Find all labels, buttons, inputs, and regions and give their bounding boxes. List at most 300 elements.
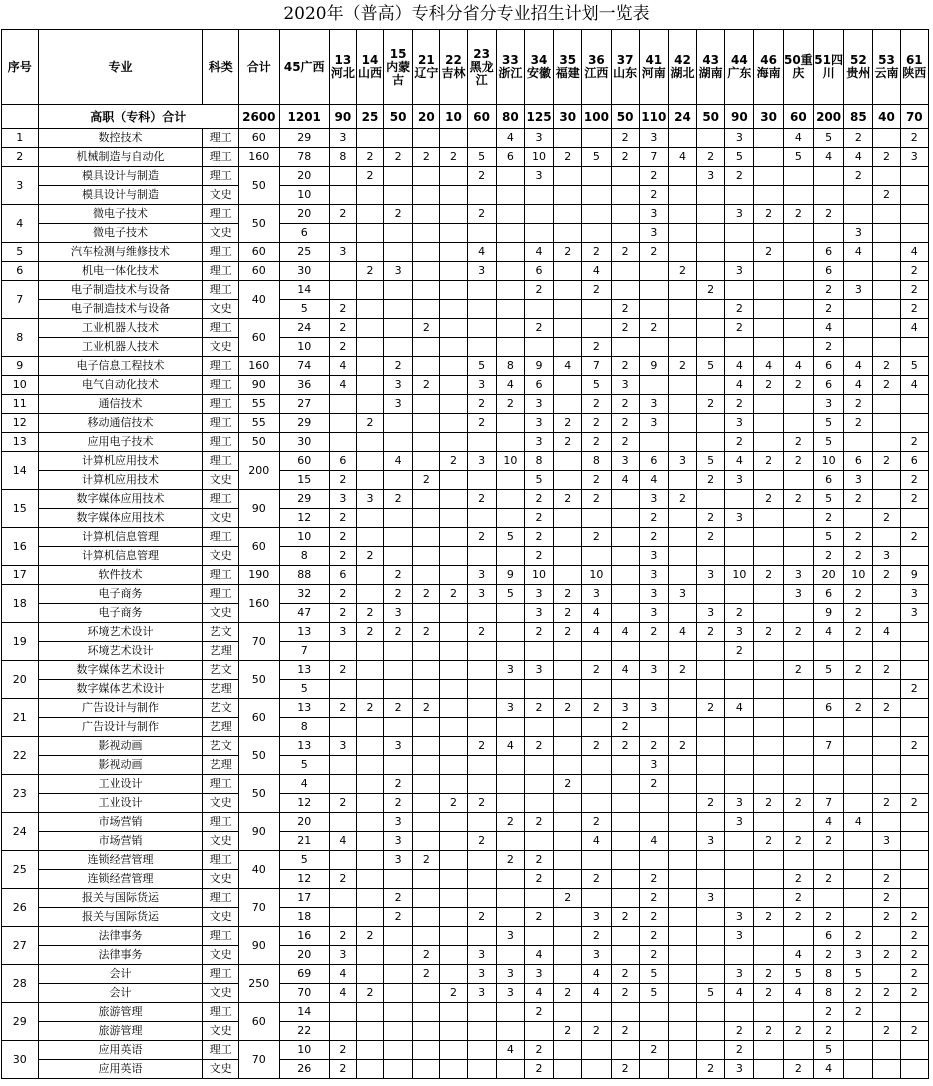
province-count — [783, 471, 813, 490]
province-count: 2 — [329, 585, 356, 604]
province-count: 2 — [384, 148, 413, 167]
province-count: 4 — [844, 243, 873, 262]
province-count — [754, 1003, 783, 1022]
province-count: 3 — [725, 813, 754, 832]
province-count: 2 — [554, 889, 582, 908]
province-count — [668, 946, 696, 965]
province-count: 4 — [639, 832, 668, 851]
category: 文史 — [203, 832, 238, 851]
province-count: 2 — [844, 585, 873, 604]
province-count — [413, 433, 440, 452]
province-count: 3 — [725, 129, 754, 148]
category: 理工 — [203, 376, 238, 395]
province-count — [329, 167, 356, 186]
category: 文史 — [203, 547, 238, 566]
guangxi-count: 8 — [279, 718, 329, 737]
province-count: 3 — [725, 262, 754, 281]
province-count: 3 — [725, 509, 754, 528]
province-count: 2 — [900, 908, 928, 927]
province-count — [524, 642, 553, 661]
table-row — [2, 471, 929, 490]
province-count: 4 — [783, 129, 813, 148]
row-number: 1 — [2, 129, 39, 148]
province-count: 3 — [467, 946, 496, 965]
major-name: 软件技术 — [38, 566, 203, 585]
table-row — [2, 186, 929, 205]
province-count: 2 — [639, 889, 668, 908]
guangxi-count: 32 — [279, 585, 329, 604]
province-count: 2 — [900, 737, 928, 756]
province-count: 2 — [413, 851, 440, 870]
province-count — [668, 243, 696, 262]
province-count: 2 — [844, 699, 873, 718]
province-count: 10 — [582, 566, 611, 585]
category: 理工 — [203, 395, 238, 414]
province-count: 3 — [639, 205, 668, 224]
province-count — [873, 167, 900, 186]
province-count — [873, 813, 900, 832]
summary-province: 110 — [639, 105, 668, 129]
province-count: 3 — [384, 395, 413, 414]
province-count — [554, 528, 582, 547]
province-count — [329, 281, 356, 300]
province-count: 3 — [725, 965, 754, 984]
table-row — [2, 813, 929, 832]
province-count — [754, 129, 783, 148]
province-count: 2 — [813, 1003, 843, 1022]
province-count — [783, 262, 813, 281]
province-count: 5 — [844, 965, 873, 984]
province-count — [356, 243, 383, 262]
province-count — [413, 262, 440, 281]
header-province: 36江西 — [582, 30, 611, 105]
province-count — [697, 300, 725, 319]
province-count — [467, 699, 496, 718]
province-count — [668, 1060, 696, 1079]
province-count — [582, 129, 611, 148]
province-count — [467, 642, 496, 661]
province-count — [873, 718, 900, 737]
province-count: 2 — [384, 775, 413, 794]
province-count: 4 — [582, 984, 611, 1003]
province-count: 2 — [813, 832, 843, 851]
province-count — [440, 433, 467, 452]
province-count — [725, 832, 754, 851]
province-count — [496, 186, 524, 205]
province-count — [384, 661, 413, 680]
province-count — [384, 642, 413, 661]
province-count — [873, 395, 900, 414]
province-count: 2 — [813, 338, 843, 357]
table-row — [2, 794, 929, 813]
province-count: 2 — [697, 1060, 725, 1079]
province-count — [668, 1041, 696, 1060]
province-count — [413, 737, 440, 756]
province-count — [413, 680, 440, 699]
province-count: 3 — [524, 661, 553, 680]
province-count — [900, 1003, 928, 1022]
province-count: 3 — [329, 737, 356, 756]
province-count — [754, 167, 783, 186]
province-count — [329, 395, 356, 414]
province-count — [384, 243, 413, 262]
province-count — [384, 1022, 413, 1041]
province-count — [754, 813, 783, 832]
province-count — [754, 642, 783, 661]
province-count: 2 — [873, 794, 900, 813]
table-row — [2, 528, 929, 547]
province-count — [554, 281, 582, 300]
province-count: 2 — [900, 1022, 928, 1041]
province-count: 2 — [639, 528, 668, 547]
table-row — [2, 148, 929, 167]
province-count — [639, 813, 668, 832]
province-count: 2 — [582, 1022, 611, 1041]
province-count: 5 — [783, 965, 813, 984]
province-count: 2 — [813, 870, 843, 889]
province-count: 2 — [582, 433, 611, 452]
province-count — [754, 775, 783, 794]
province-count: 3 — [639, 224, 668, 243]
province-count: 6 — [496, 148, 524, 167]
province-count — [873, 490, 900, 509]
province-count — [668, 680, 696, 699]
province-count: 2 — [384, 699, 413, 718]
province-count — [524, 680, 553, 699]
row-number: 26 — [2, 889, 39, 927]
summary-total: 2600 — [238, 105, 279, 129]
group-total: 60 — [238, 319, 279, 357]
province-count: 2 — [873, 566, 900, 585]
province-count: 6 — [813, 699, 843, 718]
province-count — [754, 433, 783, 452]
province-count: 2 — [384, 623, 413, 642]
province-count: 2 — [496, 851, 524, 870]
province-count: 2 — [783, 205, 813, 224]
province-count — [725, 870, 754, 889]
major-name: 影视动画 — [38, 756, 203, 775]
guangxi-count: 6 — [279, 224, 329, 243]
province-count: 3 — [467, 984, 496, 1003]
province-count — [467, 775, 496, 794]
province-count: 2 — [582, 870, 611, 889]
province-count: 3 — [639, 566, 668, 585]
province-count: 2 — [356, 262, 383, 281]
province-count — [900, 224, 928, 243]
province-count — [440, 870, 467, 889]
province-count — [754, 889, 783, 908]
province-count: 3 — [725, 623, 754, 642]
province-count — [611, 509, 639, 528]
province-count — [697, 319, 725, 338]
province-count: 3 — [329, 243, 356, 262]
province-count — [611, 756, 639, 775]
province-count — [384, 338, 413, 357]
guangxi-count: 13 — [279, 661, 329, 680]
province-count — [467, 471, 496, 490]
major-name: 应用电子技术 — [38, 433, 203, 452]
group-total: 50 — [238, 737, 279, 775]
category: 艺文 — [203, 737, 238, 756]
province-count — [440, 129, 467, 148]
province-count — [496, 300, 524, 319]
province-count — [440, 262, 467, 281]
province-count — [754, 737, 783, 756]
province-count — [754, 946, 783, 965]
province-count — [844, 908, 873, 927]
row-number: 17 — [2, 566, 39, 585]
province-count — [697, 756, 725, 775]
province-count — [873, 129, 900, 148]
province-count: 2 — [582, 528, 611, 547]
province-count: 2 — [356, 927, 383, 946]
province-count — [440, 528, 467, 547]
province-count: 4 — [813, 148, 843, 167]
province-count — [754, 585, 783, 604]
province-count: 2 — [440, 452, 467, 471]
table-row — [2, 775, 929, 794]
province-count: 2 — [413, 585, 440, 604]
row-number: 29 — [2, 1003, 39, 1041]
province-count: 2 — [639, 908, 668, 927]
group-total: 70 — [238, 1041, 279, 1079]
province-count: 4 — [725, 452, 754, 471]
province-count — [356, 908, 383, 927]
category: 文史 — [203, 870, 238, 889]
category: 理工 — [203, 357, 238, 376]
category: 理工 — [203, 205, 238, 224]
province-count: 2 — [356, 699, 383, 718]
province-count — [440, 946, 467, 965]
province-count — [467, 281, 496, 300]
group-total: 60 — [238, 243, 279, 262]
province-count: 2 — [754, 794, 783, 813]
major-name: 影视动画 — [38, 737, 203, 756]
province-count — [611, 167, 639, 186]
province-count: 2 — [900, 433, 928, 452]
province-count — [413, 224, 440, 243]
province-count — [356, 281, 383, 300]
province-count — [611, 680, 639, 699]
province-count — [844, 300, 873, 319]
province-count: 2 — [329, 604, 356, 623]
province-count: 2 — [873, 452, 900, 471]
province-count: 4 — [496, 376, 524, 395]
province-count: 2 — [725, 433, 754, 452]
summary-province: 50 — [611, 105, 639, 129]
province-count — [384, 718, 413, 737]
group-total: 50 — [238, 661, 279, 699]
province-count: 5 — [813, 1041, 843, 1060]
summary-province: 80 — [496, 105, 524, 129]
province-count: 2 — [554, 699, 582, 718]
province-count — [440, 566, 467, 585]
summary-province: 24 — [668, 105, 696, 129]
province-count — [496, 908, 524, 927]
province-count — [697, 186, 725, 205]
province-count: 2 — [900, 680, 928, 699]
province-count — [554, 300, 582, 319]
province-count — [844, 642, 873, 661]
province-count — [754, 395, 783, 414]
province-count: 3 — [467, 566, 496, 585]
table-row — [2, 262, 929, 281]
province-count: 5 — [813, 414, 843, 433]
province-count: 2 — [611, 357, 639, 376]
province-count: 2 — [754, 965, 783, 984]
province-count: 2 — [813, 908, 843, 927]
province-count — [440, 699, 467, 718]
province-count — [813, 167, 843, 186]
province-count: 3 — [329, 129, 356, 148]
province-count: 2 — [384, 357, 413, 376]
province-count — [440, 813, 467, 832]
category: 文史 — [203, 1060, 238, 1079]
row-number: 16 — [2, 528, 39, 566]
group-total: 90 — [238, 813, 279, 851]
table-body — [2, 129, 929, 1079]
province-count: 6 — [329, 566, 356, 585]
province-count: 3 — [725, 908, 754, 927]
province-count — [844, 851, 873, 870]
major-name: 电子制造技术与设备 — [38, 281, 203, 300]
table-row — [2, 357, 929, 376]
table-row — [2, 718, 929, 737]
province-count: 2 — [524, 813, 553, 832]
province-count — [668, 167, 696, 186]
province-count: 2 — [329, 699, 356, 718]
province-count — [873, 528, 900, 547]
province-count: 3 — [873, 547, 900, 566]
province-count: 7 — [639, 148, 668, 167]
province-count — [873, 851, 900, 870]
province-count — [496, 680, 524, 699]
province-count — [440, 490, 467, 509]
province-count — [384, 167, 413, 186]
province-count: 2 — [356, 623, 383, 642]
province-count: 3 — [384, 262, 413, 281]
province-count — [697, 965, 725, 984]
province-count — [554, 471, 582, 490]
province-count: 2 — [639, 737, 668, 756]
province-count: 2 — [697, 281, 725, 300]
province-count — [668, 129, 696, 148]
table-row — [2, 395, 929, 414]
province-count: 10 — [725, 566, 754, 585]
province-count: 2 — [524, 281, 553, 300]
province-count — [413, 547, 440, 566]
province-count — [582, 224, 611, 243]
province-count — [554, 851, 582, 870]
province-count — [496, 870, 524, 889]
province-count — [554, 452, 582, 471]
province-count: 2 — [639, 623, 668, 642]
province-count — [639, 338, 668, 357]
province-count — [754, 547, 783, 566]
province-count: 4 — [329, 965, 356, 984]
province-count — [725, 224, 754, 243]
province-count: 2 — [329, 300, 356, 319]
province-count — [783, 547, 813, 566]
province-count — [554, 205, 582, 224]
province-count — [873, 414, 900, 433]
guangxi-count: 18 — [279, 908, 329, 927]
category: 理工 — [203, 1041, 238, 1060]
major-name: 数字媒体应用技术 — [38, 509, 203, 528]
category: 理工 — [203, 566, 238, 585]
province-count: 2 — [582, 737, 611, 756]
province-count: 5 — [467, 148, 496, 167]
guangxi-count: 78 — [279, 148, 329, 167]
province-count — [356, 433, 383, 452]
province-count — [582, 851, 611, 870]
province-count: 3 — [725, 205, 754, 224]
group-total: 60 — [238, 1003, 279, 1041]
province-count: 2 — [639, 319, 668, 338]
province-count — [844, 775, 873, 794]
summary-province: 90 — [329, 105, 356, 129]
province-count: 2 — [554, 148, 582, 167]
province-count — [356, 756, 383, 775]
province-count: 3 — [384, 604, 413, 623]
province-count — [496, 604, 524, 623]
province-count — [384, 984, 413, 1003]
province-count: 4 — [900, 319, 928, 338]
province-count: 2 — [582, 338, 611, 357]
province-count — [900, 642, 928, 661]
province-count: 2 — [754, 832, 783, 851]
province-count — [639, 851, 668, 870]
province-count: 2 — [813, 281, 843, 300]
province-count: 3 — [524, 433, 553, 452]
province-count: 3 — [725, 927, 754, 946]
province-count — [413, 642, 440, 661]
province-count — [754, 870, 783, 889]
province-count: 3 — [329, 623, 356, 642]
province-count: 2 — [639, 243, 668, 262]
province-count: 2 — [639, 1041, 668, 1060]
province-count — [697, 737, 725, 756]
province-count — [384, 319, 413, 338]
province-count: 5 — [697, 357, 725, 376]
province-count: 3 — [467, 585, 496, 604]
province-count — [440, 357, 467, 376]
province-count: 9 — [639, 357, 668, 376]
province-count — [783, 813, 813, 832]
province-count: 4 — [524, 946, 553, 965]
summary-province: 70 — [900, 105, 928, 129]
province-count — [639, 1022, 668, 1041]
guangxi-count: 25 — [279, 243, 329, 262]
table-row — [2, 338, 929, 357]
major-name: 法律事务 — [38, 946, 203, 965]
province-count: 10 — [844, 566, 873, 585]
province-count — [384, 281, 413, 300]
province-count — [384, 680, 413, 699]
province-count — [668, 414, 696, 433]
table-row — [2, 509, 929, 528]
province-count: 5 — [697, 452, 725, 471]
province-count — [413, 661, 440, 680]
province-count: 2 — [524, 1060, 553, 1079]
province-count — [668, 889, 696, 908]
province-count: 20 — [813, 566, 843, 585]
province-count: 3 — [329, 946, 356, 965]
province-count — [639, 376, 668, 395]
province-count: 3 — [639, 699, 668, 718]
province-count: 2 — [329, 1041, 356, 1060]
province-count: 3 — [496, 984, 524, 1003]
